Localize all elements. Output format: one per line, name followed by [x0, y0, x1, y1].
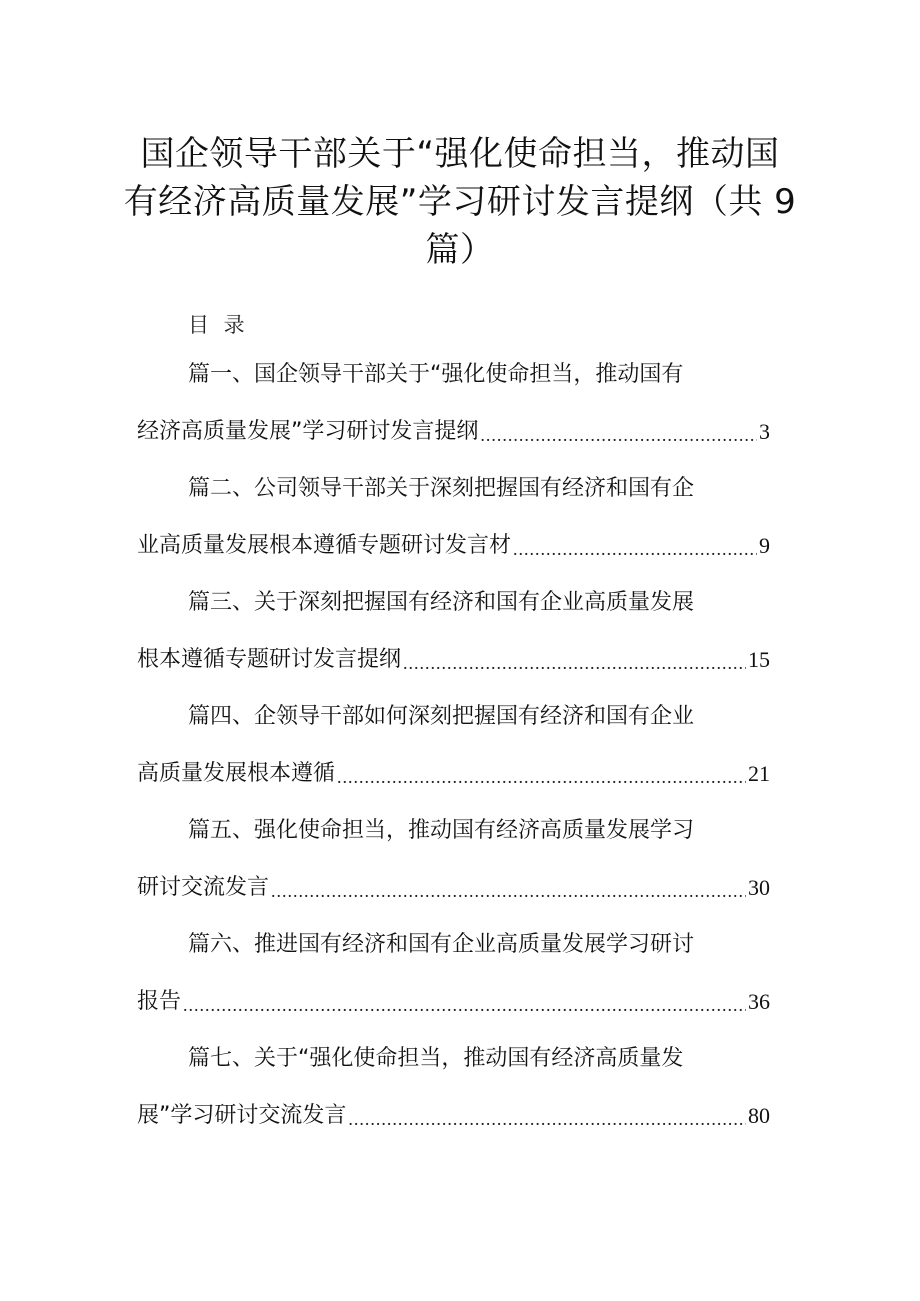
toc-page-number: 15	[748, 647, 770, 672]
toc-entry-continuation	[137, 863, 770, 913]
toc-entry-title: 篇二、公司领导干部关于深刻把握国有经济和国有企	[188, 476, 695, 501]
toc-entry-title-cont: 展”学习研讨交流发言	[137, 1103, 347, 1128]
toc-entry-continuation	[137, 635, 770, 685]
toc-entry-continuation	[137, 1091, 770, 1141]
toc-entry-title: 篇三、关于深刻把握国有经济和国有企业高质量发展	[188, 590, 695, 615]
toc-entry-title-cont: 根本遵循专题研讨发言提纲	[137, 647, 402, 672]
toc-leader-dots	[183, 983, 746, 1027]
toc-entry-title-cont: 业高质量发展根本遵循专题研讨发言材	[137, 533, 512, 558]
title-line-1: 国企领导干部关于“强化使命担当，推动国	[140, 134, 780, 174]
toc-entry-continuation	[137, 977, 770, 1027]
toc-leader-dots	[348, 1097, 746, 1141]
toc-entry-title-cont: 高质量发展根本遵循	[137, 761, 336, 786]
toc-entry-title: 篇七、关于“强化使命担当，推动国有经济高质量发	[188, 1046, 684, 1071]
toc-page-number: 80	[748, 1103, 770, 1128]
toc-entry-title: 篇五、强化使命担当，推动国有经济高质量发展学习	[188, 818, 695, 843]
toc-entry-title-cont: 研讨交流发言	[137, 875, 270, 900]
toc-page-number: 36	[748, 989, 770, 1014]
document-title	[120, 130, 800, 274]
toc-page-number: 9	[759, 533, 770, 558]
toc-entry-title-cont: 经济高质量发展”学习研讨发言提纲	[137, 419, 479, 444]
toc-entry-continuation	[137, 407, 770, 457]
toc-leader-dots	[480, 413, 757, 457]
toc-page-number: 30	[748, 875, 770, 900]
toc-heading: 目 录	[188, 313, 249, 337]
title-line-2: 有经济高质量发展”学习研讨发言提纲（共 9	[123, 182, 797, 222]
toc-entry-continuation	[137, 521, 770, 571]
title-line-3: 篇）	[425, 230, 495, 270]
toc-page-number: 21	[748, 761, 770, 786]
toc-entry-title-cont: 报告	[137, 989, 182, 1014]
toc-page-number: 3	[759, 419, 770, 444]
toc-leader-dots	[513, 527, 757, 571]
toc-leader-dots	[271, 869, 746, 913]
toc-entry-continuation	[137, 749, 770, 799]
toc-leader-dots	[337, 755, 746, 799]
toc-entry-title: 篇六、推进国有经济和国有企业高质量发展学习研讨	[188, 932, 695, 957]
toc-leader-dots	[403, 641, 746, 685]
toc-entry-title: 篇四、企领导干部如何深刻把握国有经济和国有企业	[188, 704, 695, 729]
toc-entry-title: 篇一、国企领导干部关于“强化使命担当，推动国有	[188, 362, 684, 387]
